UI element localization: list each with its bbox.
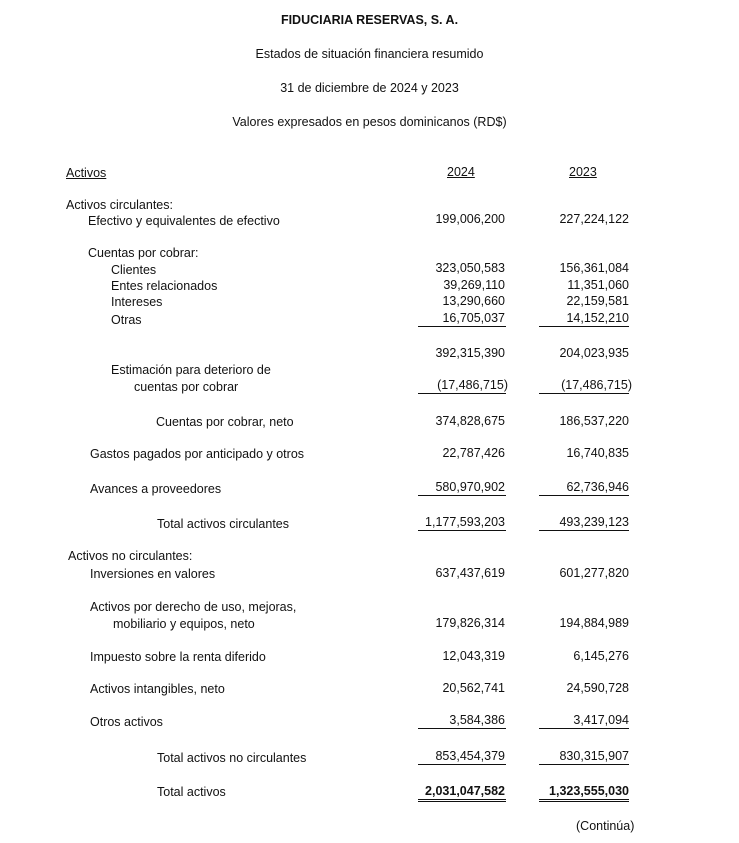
value-2024: 22,787,426 [442, 446, 505, 460]
double-underline [539, 799, 629, 802]
currency-note: Valores expresados en pesos dominicanos (RD$) [232, 115, 507, 129]
value-2024: 323,050,583 [435, 261, 505, 275]
value-2024: 39,269,110 [443, 278, 505, 292]
noncurrent-assets-heading: Activos no circulantes: [68, 549, 193, 563]
current-assets-heading: Activos circulantes: [66, 198, 173, 212]
assets-column-header: Activos [66, 166, 107, 180]
value-2024: 1,177,593,203 [425, 515, 505, 529]
value-2024: 199,006,200 [435, 212, 505, 226]
value-2024: 179,826,314 [435, 616, 505, 630]
value-2023: 227,224,122 [559, 212, 629, 226]
double-underline [418, 799, 506, 802]
divider-line [539, 728, 629, 729]
row-label: Efectivo y equivalentes de efectivo [88, 214, 280, 228]
value-2023: 204,023,935 [559, 346, 629, 360]
row-label: Gastos pagados por anticipado y otros [90, 447, 305, 461]
statement-date: 31 de diciembre de 2024 y 2023 [280, 81, 459, 95]
statement-title: Estados de situación financiera resumido [255, 47, 484, 61]
value-2024: 637,437,619 [435, 566, 505, 580]
value-2023: 156,361,084 [559, 261, 629, 275]
value-2024: 16,705,037 [442, 311, 505, 325]
row-label: Estimación para deterioro de [111, 363, 271, 377]
row-label: Total activos no circulantes [157, 751, 307, 765]
row-label: Inversiones en valores [90, 567, 216, 581]
value-2024: 13,290,660 [442, 294, 505, 308]
divider-line [418, 326, 506, 327]
value-2023: 1,323,555,030 [549, 784, 629, 798]
row-label: Activos por derecho de uso, mejoras, [90, 600, 297, 614]
divider-line [539, 495, 629, 496]
row-label: Entes relacionados [111, 279, 218, 293]
value-2024: 374,828,675 [435, 414, 505, 428]
value-2024: 580,970,902 [435, 480, 505, 494]
row-label: Otras [111, 313, 142, 327]
row-label: Avances a proveedores [90, 482, 222, 496]
year-2023-header: 2023 [569, 165, 597, 179]
value-2023: 186,537,220 [559, 414, 629, 428]
value-2023: 194,884,989 [559, 616, 629, 630]
receivables-heading: Cuentas por cobrar: [88, 246, 199, 260]
value-2023: 16,740,835 [566, 446, 629, 460]
divider-line [418, 495, 506, 496]
row-label: Cuentas por cobrar, neto [156, 415, 294, 429]
value-2024: 853,454,379 [435, 749, 505, 763]
value-2024: 392,315,390 [435, 346, 505, 360]
value-2023: 6,145,276 [573, 649, 629, 663]
row-label: Clientes [111, 263, 157, 277]
divider-line [539, 530, 629, 531]
value-2023: 493,239,123 [559, 515, 629, 529]
row-label: Activos intangibles, neto [90, 682, 225, 696]
row-label: Intereses [111, 295, 163, 309]
value-2023: 830,315,907 [559, 749, 629, 763]
value-2023: 62,736,946 [566, 480, 629, 494]
value-2023: 24,590,728 [566, 681, 629, 695]
divider-line [539, 764, 629, 765]
divider-line [418, 764, 506, 765]
value-2023: (17,486,715) [561, 378, 632, 392]
row-label: Total activos [157, 785, 226, 799]
divider-line [418, 530, 506, 531]
company-name: FIDUCIARIA RESERVAS, S. A. [280, 13, 459, 27]
row-label: cuentas por cobrar [134, 380, 239, 394]
value-2023: 3,417,094 [573, 713, 629, 727]
value-2024: 20,562,741 [442, 681, 505, 695]
value-2023: 601,277,820 [559, 566, 629, 580]
row-label: Impuesto sobre la renta diferido [90, 650, 266, 664]
continues-note: (Continúa) [576, 819, 635, 833]
year-2024-header: 2024 [447, 165, 475, 179]
row-label: Otros activos [90, 715, 163, 729]
value-2024: (17,486,715) [437, 378, 508, 392]
value-2023: 11,351,060 [567, 278, 629, 292]
value-2024: 3,584,386 [449, 713, 505, 727]
row-label: mobiliario y equipos, neto [113, 617, 255, 631]
value-2023: 22,159,581 [566, 294, 629, 308]
divider-line [539, 393, 629, 394]
value-2023: 14,152,210 [566, 311, 629, 325]
divider-line [418, 393, 506, 394]
divider-line [418, 728, 506, 729]
row-label: Total activos circulantes [157, 517, 290, 531]
value-2024: 2,031,047,582 [425, 784, 505, 798]
value-2024: 12,043,319 [442, 649, 505, 663]
divider-line [539, 326, 629, 327]
